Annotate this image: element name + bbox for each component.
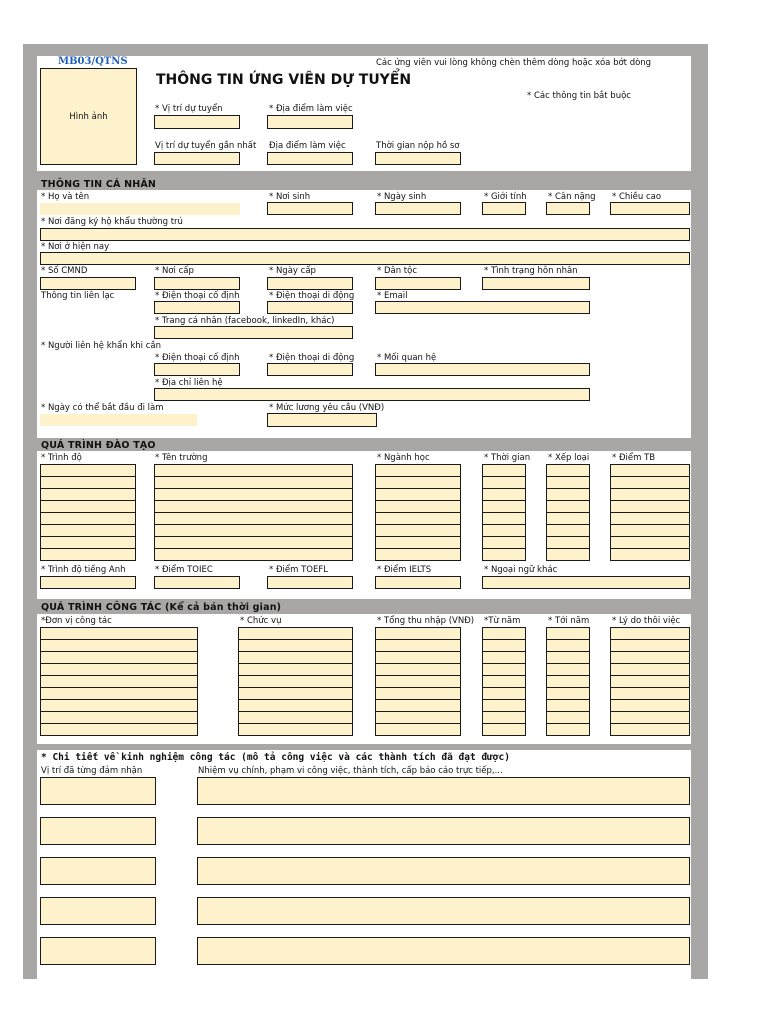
relationship-input[interactable] (375, 363, 590, 376)
school-label: * Tên trường (155, 453, 208, 463)
company-column[interactable] (40, 627, 198, 736)
social-page-input[interactable] (154, 326, 353, 339)
submit-time-input[interactable] (375, 152, 461, 165)
table-cell[interactable] (238, 688, 353, 700)
emergency-landline-label: * Điện thoại cố định (155, 353, 240, 363)
to-year-column[interactable] (546, 627, 590, 736)
recent-location-label: Địa điểm làm việc (269, 141, 346, 151)
table-cell[interactable] (375, 465, 461, 477)
total-income-label: * Tổng thu nhập (VNĐ) (377, 616, 475, 626)
table-cell[interactable] (546, 724, 590, 736)
table-cell[interactable] (546, 489, 590, 501)
table-cell[interactable] (154, 549, 353, 561)
weight-input[interactable] (546, 202, 590, 215)
marital-status-input[interactable] (482, 277, 590, 290)
current-address-label: * Nơi ở hiện nay (41, 242, 110, 252)
expected-salary-input[interactable] (267, 413, 377, 427)
table-cell[interactable] (546, 628, 590, 640)
experience-section-title: * Chi tiết về kinh nghiệm công tác (mô tả công việc và các thành tích đã đạt được) (41, 752, 510, 763)
period-column[interactable] (482, 464, 526, 561)
emergency-contact-label: * Người liên hệ khẩn khi cần (41, 341, 161, 351)
education-section-title: QUÁ TRÌNH ĐÀO TẠO (41, 440, 156, 451)
table-cell[interactable] (546, 513, 590, 525)
recent-position-input[interactable] (154, 152, 240, 165)
table-cell[interactable] (375, 712, 461, 724)
table-cell[interactable] (40, 477, 136, 489)
email-label: * Email (377, 291, 408, 301)
landline-input[interactable] (154, 301, 240, 314)
held-position-label: Vị trí đã từng đảm nhận (41, 766, 143, 776)
birth-date-input[interactable] (375, 202, 461, 215)
duties-input-5[interactable] (197, 937, 690, 965)
table-cell[interactable] (40, 501, 136, 513)
table-cell[interactable] (482, 640, 526, 652)
photo-box[interactable] (40, 68, 137, 165)
table-cell[interactable] (40, 700, 198, 712)
table-cell[interactable] (40, 525, 136, 537)
gpa-column[interactable] (610, 464, 690, 561)
to-year-label: * Tới năm (548, 616, 590, 626)
table-cell[interactable] (610, 477, 690, 489)
table-cell[interactable] (610, 652, 690, 664)
id-number-label: * Số CMND (41, 266, 88, 276)
table-cell[interactable] (40, 489, 136, 501)
job-position-label: * Chức vụ (240, 616, 282, 626)
table-cell[interactable] (610, 724, 690, 736)
table-cell[interactable] (610, 501, 690, 513)
table-cell[interactable] (375, 652, 461, 664)
table-cell[interactable] (375, 664, 461, 676)
marital-status-label: * Tình trạng hôn nhân (484, 266, 578, 276)
table-cell[interactable] (40, 724, 198, 736)
emergency-landline-input[interactable] (154, 363, 240, 376)
mobile-input[interactable] (267, 301, 353, 314)
table-cell[interactable] (154, 501, 353, 513)
table-cell[interactable] (482, 465, 526, 477)
school-column[interactable] (154, 464, 353, 561)
photo-label: Hình ảnh (69, 111, 108, 122)
table-cell[interactable] (546, 664, 590, 676)
leave-reason-label: * Lý do thôi việc (612, 616, 681, 626)
table-cell[interactable] (610, 549, 690, 561)
toefl-input[interactable] (267, 576, 353, 589)
table-cell[interactable] (610, 676, 690, 688)
page-title: THÔNG TIN ỨNG VIÊN DỰ TUYỂN (156, 72, 412, 88)
table-cell[interactable] (482, 628, 526, 640)
table-cell[interactable] (482, 664, 526, 676)
held-position-input-1[interactable] (40, 777, 156, 805)
toefl-label: * Điểm TOEFL (269, 565, 328, 575)
birthplace-label: * Nơi sinh (269, 192, 311, 202)
job-position-column[interactable] (238, 627, 353, 736)
table-cell[interactable] (482, 712, 526, 724)
table-cell[interactable] (40, 664, 198, 676)
table-cell[interactable] (375, 628, 461, 640)
position-label: * Vị trí dự tuyển (155, 104, 223, 114)
ielts-label: * Điểm IELTS (377, 565, 432, 575)
start-date-label: * Ngày có thể bắt đầu đi làm (41, 403, 164, 413)
personal-section-title: THÔNG TIN CÁ NHÂN (41, 179, 157, 190)
table-cell[interactable] (40, 465, 136, 477)
table-cell[interactable] (154, 489, 353, 501)
full-name-input[interactable] (40, 203, 240, 215)
major-column[interactable] (375, 464, 461, 561)
table-cell[interactable] (375, 489, 461, 501)
table-cell[interactable] (154, 525, 353, 537)
table-cell[interactable] (546, 688, 590, 700)
other-language-input[interactable] (482, 576, 690, 589)
table-cell[interactable] (238, 628, 353, 640)
table-cell[interactable] (154, 537, 353, 549)
table-cell[interactable] (238, 676, 353, 688)
landline-label: * Điện thoại cố định (155, 291, 240, 301)
duties-input-2[interactable] (197, 817, 690, 845)
table-cell[interactable] (546, 537, 590, 549)
table-cell[interactable] (482, 501, 526, 513)
table-cell[interactable] (546, 676, 590, 688)
table-cell[interactable] (154, 465, 353, 477)
issue-place-input[interactable] (154, 277, 240, 290)
contact-address-input[interactable] (154, 388, 590, 401)
submit-time-label: Thời gian nộp hồ sơ (376, 141, 460, 151)
current-address-input[interactable] (40, 252, 690, 265)
table-cell[interactable] (238, 664, 353, 676)
duties-input-1[interactable] (197, 777, 690, 805)
table-cell[interactable] (375, 513, 461, 525)
english-level-input[interactable] (40, 576, 136, 589)
english-level-label: * Trình độ tiếng Anh (41, 565, 126, 575)
duties-input-3[interactable] (197, 857, 690, 885)
from-year-label: *Từ năm (484, 616, 521, 626)
table-cell[interactable] (482, 688, 526, 700)
table-cell[interactable] (546, 549, 590, 561)
contact-info-label: Thông tin liên lạc (41, 291, 115, 301)
table-cell[interactable] (482, 652, 526, 664)
rank-column[interactable] (546, 464, 590, 561)
height-input[interactable] (610, 202, 690, 215)
weight-label: * Cân nặng (548, 192, 596, 202)
location-label: * Địa điểm làm việc (269, 104, 353, 114)
table-cell[interactable] (610, 712, 690, 724)
form-code: MB03/QTNS (58, 56, 128, 67)
from-year-column[interactable] (482, 627, 526, 736)
recent-position-label: Vị trí dự tuyển gần nhất (155, 141, 257, 151)
table-cell[interactable] (40, 652, 198, 664)
table-cell[interactable] (546, 640, 590, 652)
gpa-label: * Điểm TB (612, 453, 656, 463)
table-cell[interactable] (610, 465, 690, 477)
table-cell[interactable] (610, 664, 690, 676)
held-position-input-2[interactable] (40, 817, 156, 845)
level-column[interactable] (40, 464, 136, 561)
table-cell[interactable] (546, 652, 590, 664)
table-cell[interactable] (238, 724, 353, 736)
table-cell[interactable] (375, 700, 461, 712)
gender-input[interactable] (482, 202, 526, 215)
social-page-label: * Trang cá nhân (facebook, linkedIn, khác) (155, 316, 335, 326)
table-cell[interactable] (482, 525, 526, 537)
table-cell[interactable] (610, 628, 690, 640)
ethnicity-label: * Dân tộc (377, 266, 418, 276)
table-cell[interactable] (546, 501, 590, 513)
issue-date-label: * Ngày cấp (269, 266, 316, 276)
duties-input-4[interactable] (197, 897, 690, 925)
table-cell[interactable] (154, 477, 353, 489)
issue-date-input[interactable] (267, 277, 353, 290)
table-cell[interactable] (375, 724, 461, 736)
table-cell[interactable] (375, 477, 461, 489)
table-cell[interactable] (40, 712, 198, 724)
other-language-label: * Ngoại ngữ khác (484, 565, 558, 575)
table-cell[interactable] (482, 489, 526, 501)
table-cell[interactable] (375, 640, 461, 652)
permanent-address-input[interactable] (40, 228, 690, 241)
table-cell[interactable] (40, 537, 136, 549)
id-number-input[interactable] (40, 277, 136, 290)
table-cell[interactable] (40, 676, 198, 688)
period-label: * Thời gian (484, 453, 531, 463)
start-date-input[interactable] (40, 414, 197, 426)
full-name-label: * Họ và tên (41, 192, 90, 202)
rank-label: * Xếp loại (548, 453, 590, 463)
table-cell[interactable] (238, 712, 353, 724)
table-cell[interactable] (482, 700, 526, 712)
table-cell[interactable] (546, 712, 590, 724)
emergency-mobile-label: * Điện thoại di động (269, 353, 355, 363)
birthplace-input[interactable] (267, 202, 353, 215)
header-notice: Các ứng viên vui lòng không chèn thêm dòng hoặc xóa bớt dòng (376, 58, 652, 68)
mobile-label: * Điện thoại di động (269, 291, 355, 301)
table-cell[interactable] (482, 477, 526, 489)
table-cell[interactable] (482, 513, 526, 525)
table-cell[interactable] (375, 688, 461, 700)
table-cell[interactable] (40, 549, 136, 561)
birth-date-label: * Ngày sinh (377, 192, 427, 202)
level-label: * Trình độ (41, 453, 82, 463)
table-cell[interactable] (40, 513, 136, 525)
table-cell[interactable] (610, 700, 690, 712)
recent-location-input[interactable] (267, 152, 353, 165)
email-input[interactable] (375, 301, 590, 314)
contact-address-label: * Địa chỉ liên hệ (155, 378, 223, 388)
table-cell[interactable] (40, 688, 198, 700)
position-input[interactable] (154, 115, 240, 129)
table-cell[interactable] (546, 477, 590, 489)
table-cell[interactable] (375, 525, 461, 537)
company-label: *Đơn vị công tác (41, 616, 112, 626)
total-income-column[interactable] (375, 627, 461, 736)
held-position-input-5[interactable] (40, 937, 156, 965)
ethnicity-input[interactable] (375, 277, 461, 290)
height-label: * Chiều cao (612, 192, 662, 202)
required-note: * Các thông tin bắt buộc (527, 91, 631, 101)
major-label: * Ngành học (377, 453, 430, 463)
table-cell[interactable] (482, 676, 526, 688)
table-cell[interactable] (40, 640, 198, 652)
relationship-label: * Mối quan hệ (377, 353, 437, 363)
table-cell[interactable] (546, 525, 590, 537)
table-cell[interactable] (375, 501, 461, 513)
leave-reason-column[interactable] (610, 627, 690, 736)
location-input[interactable] (267, 115, 353, 129)
table-cell[interactable] (610, 688, 690, 700)
toeic-label: * Điểm TOIEC (155, 565, 213, 575)
held-position-input-3[interactable] (40, 857, 156, 885)
table-cell[interactable] (375, 676, 461, 688)
held-position-input-4[interactable] (40, 897, 156, 925)
table-cell[interactable] (546, 465, 590, 477)
table-cell[interactable] (610, 537, 690, 549)
work-section-title: QUÁ TRÌNH CÔNG TÁC (Kể cả bán thời gian) (41, 602, 282, 613)
table-cell[interactable] (610, 513, 690, 525)
table-cell[interactable] (40, 628, 198, 640)
gender-label: * Giới tính (484, 192, 527, 202)
table-cell[interactable] (375, 537, 461, 549)
ielts-input[interactable] (375, 576, 461, 589)
table-cell[interactable] (375, 549, 461, 561)
table-cell[interactable] (610, 640, 690, 652)
issue-place-label: * Nơi cấp (155, 266, 194, 276)
table-cell[interactable] (546, 700, 590, 712)
expected-salary-label: * Mức lương yêu cầu (VNĐ) (269, 403, 385, 413)
table-cell[interactable] (482, 537, 526, 549)
table-cell[interactable] (482, 724, 526, 736)
toeic-input[interactable] (154, 576, 240, 589)
table-cell[interactable] (154, 513, 353, 525)
table-cell[interactable] (610, 525, 690, 537)
table-cell[interactable] (610, 489, 690, 501)
emergency-mobile-input[interactable] (267, 363, 353, 376)
table-cell[interactable] (482, 549, 526, 561)
table-cell[interactable] (238, 640, 353, 652)
table-cell[interactable] (238, 700, 353, 712)
duties-label: Nhiệm vụ chính, phạm vi công việc, thành tích, cấp báo cáo trực tiếp,... (198, 766, 503, 776)
permanent-address-label: * Nơi đăng ký hộ khẩu thường trú (41, 217, 183, 227)
table-cell[interactable] (238, 652, 353, 664)
